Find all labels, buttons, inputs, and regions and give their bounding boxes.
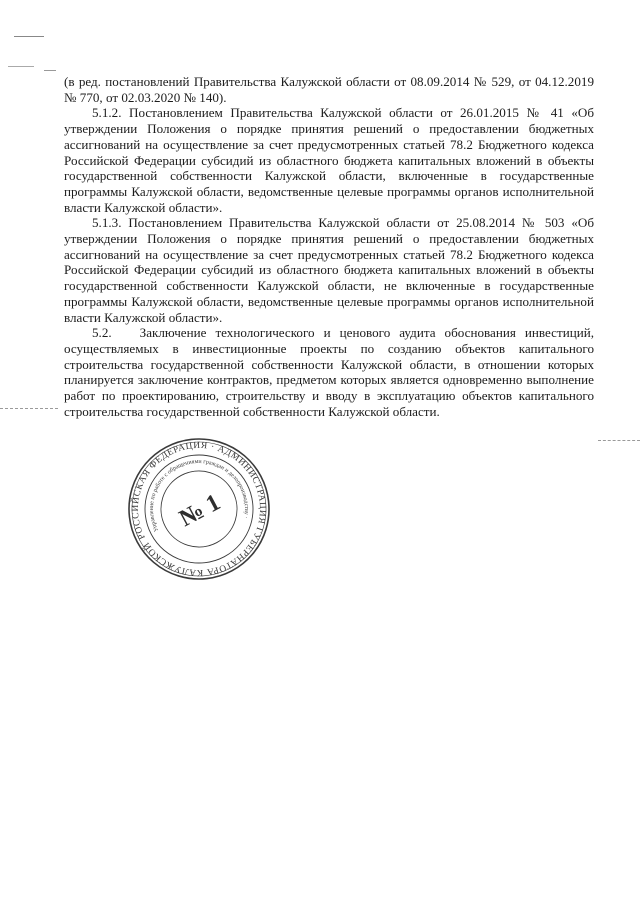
seal-inner-text: Управление по работе с обращениями граждан и делопроизводству ·	[148, 458, 250, 533]
clause-5-1-2: 5.1.2. Постановлением Правительства Калужской области от 26.01.2015 № 41 «Об утверждении Положения о порядке принятия решений о предоставлении бюджетных ассигнований на осуществление за счет предусмотренных статьей 78.2 Бюджетного кодекса Российской Федерации субсидий из областного бюджета капитальных вложений в объекты государственной собственности Калужской области, включенные в государственные программы Калужской области, ведомственные целевые программы органов исполнительной власти Калужской области».	[64, 105, 594, 215]
document-body	[64, 74, 594, 419]
amendment-note: (в ред. постановлений Правительства Калужской области от 08.09.2014 № 529, от 04.12.2019 № 770, от 02.03.2020 № 140).	[64, 74, 594, 105]
seal-outer-text: РОССИЙСКАЯ ФЕДЕРАЦИЯ · АДМИНИСТРАЦИЯ ГУБЕРНАТОРА КАЛУЖСКОЙ	[130, 440, 268, 578]
scan-speck	[44, 70, 56, 71]
scan-speck	[8, 66, 34, 67]
seal-number: № 1	[175, 489, 225, 533]
clause-5-1-3: 5.1.3. Постановлением Правительства Калужской области от 25.08.2014 № 503 «Об утверждении Положения о порядке принятия решений о предоставлении бюджетных ассигнований на осуществление за счет предусмотренных статьей 78.2 Бюджетного кодекса Российской Федерации субсидий из областного бюджета капитальных вложений в объекты государственной собственности Калужской области, не включенные в государственные программы Калужской области, ведомственные целевые программы органов исполнительной власти Калужской области».	[64, 215, 594, 325]
scan-margin-line	[598, 440, 640, 441]
scan-speck	[14, 36, 44, 37]
scan-margin-line	[0, 408, 58, 409]
clause-number: 5.2.	[92, 325, 112, 341]
official-seal-stamp	[126, 436, 272, 582]
clause-text: Заключение технологического и ценового аудита обоснования инвестиций, осуществляемых в инвестиционные проекты по созданию объектов капитального строительства государственной собственности Калужской области, в отношении которых планируется заключение контрактов, предметом которых является одновременно выполнение работ по проектированию, строительству и вводу в эксплуатацию объектов капитального строительства государственной собственности Калужской области.	[64, 325, 594, 419]
clause-5-2	[64, 325, 594, 419]
